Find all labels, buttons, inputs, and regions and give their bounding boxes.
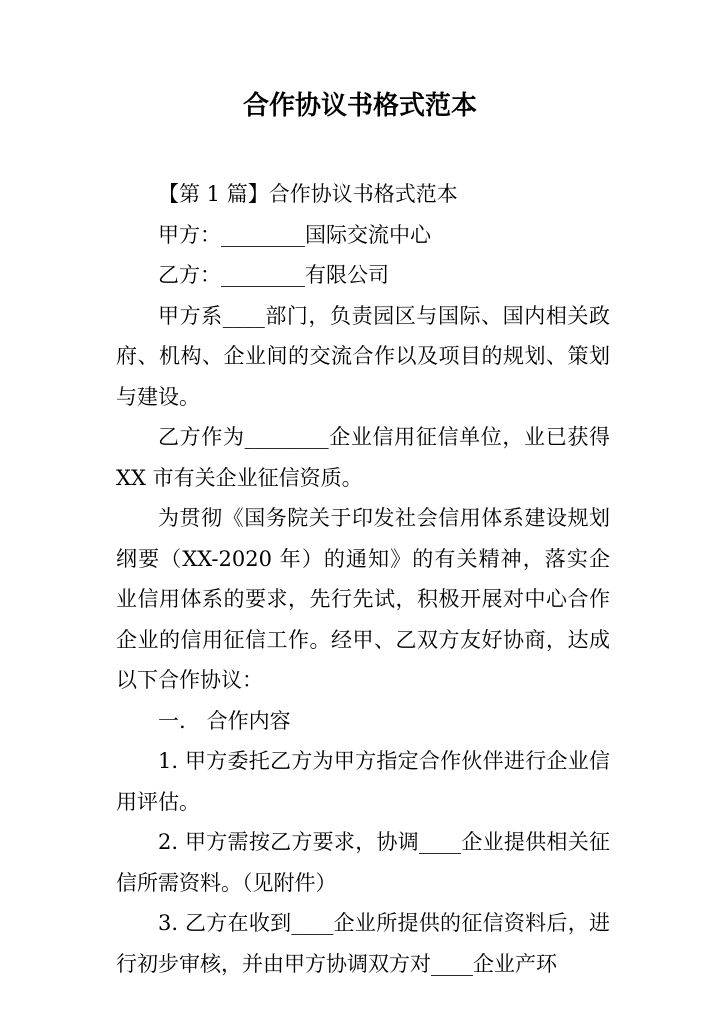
clause-1: 1. 甲方委托乙方为甲方指定合作伙伴进行企业信用评估。	[116, 749, 610, 814]
purpose-paragraph: 为贯彻《国务院关于印发社会信用体系建设规划纲要（XX-2020 年）的通知》的有关精神，落实企业信用体系的要求，先行先试，积极开展对中心合作企业的信用征信工作。经甲、乙双方友好协商，达成以下合作协议：	[116, 506, 610, 692]
party-a-description: 甲方系____部门，负责园区与国际、国内相关政府、机构、企业间的交流合作以及项目的规划、策划与建设。	[116, 303, 610, 409]
party-a-line: 甲方：________国际交流中心	[158, 222, 431, 247]
party-b-description: 乙方作为________企业信用征信单位，业已获得 XX 市有关企业征信资质。	[116, 425, 610, 490]
clause-3: 3. 乙方在收到____企业所提供的征信资料后，进行初步审核，并由甲方协调双方对____企业产环	[116, 911, 610, 976]
section-heading: 【第 1 篇】合作协议书格式范本	[158, 182, 458, 206]
cooperation-content-heading: 一. 合作内容	[158, 708, 291, 733]
party-b-line: 乙方：________有限公司	[158, 263, 389, 287]
clause-2: 2. 甲方需按乙方要求，协调____企业提供相关征信所需资料。（见附件）	[116, 830, 610, 895]
document-title: 合作协议书格式范本	[242, 91, 477, 121]
document-body	[116, 174, 610, 984]
